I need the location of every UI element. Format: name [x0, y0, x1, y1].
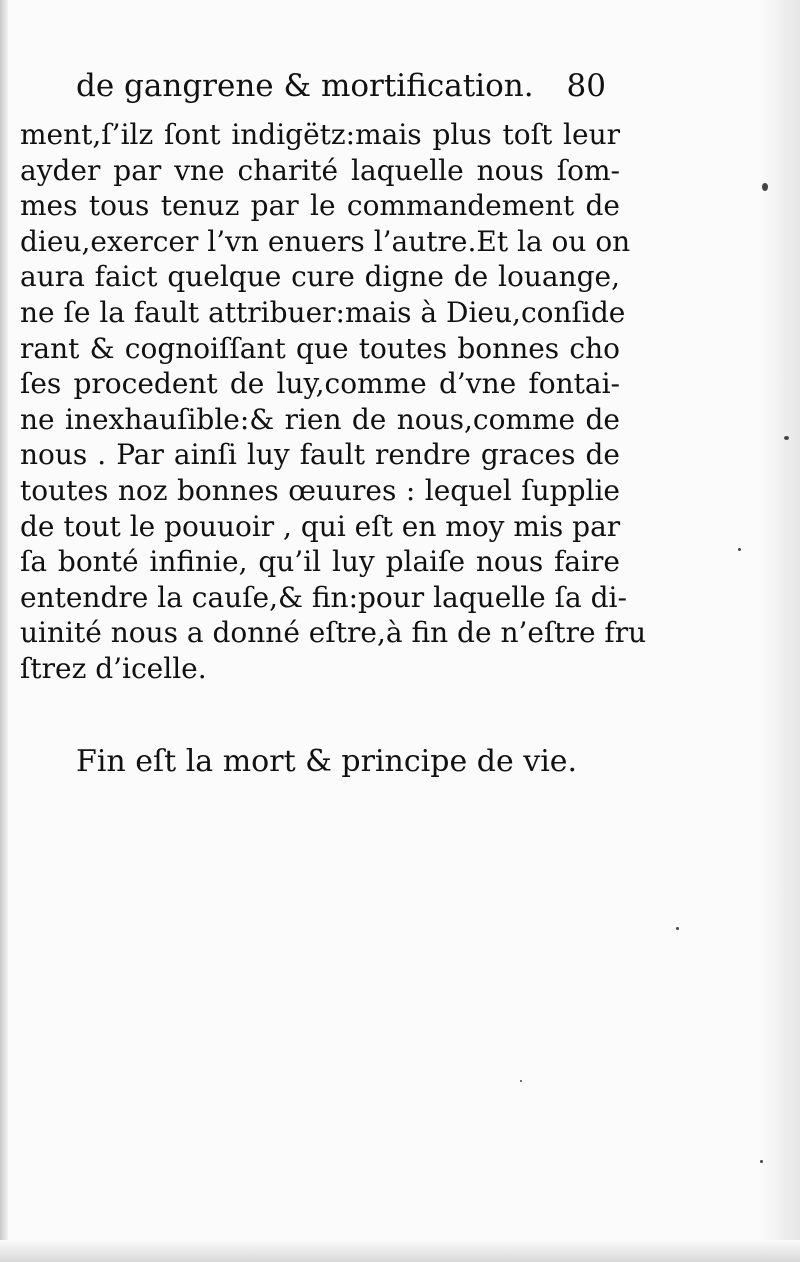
- text-line: ne inexhauſible:& rien de nous,comme de: [20, 402, 620, 436]
- closing-line: Fin eſt la mort & principe de vie.: [76, 744, 578, 779]
- text-line: de tout le pouuoir , qui eſt en moy mis par: [20, 509, 621, 543]
- page-bottom-edge-shadow: [0, 1240, 800, 1262]
- text-line: mes tous tenuz par le commandement de: [20, 189, 620, 223]
- text-line: ſes procedent de luy,comme d’vne fontai-: [20, 367, 620, 401]
- text-line: nous . Par ainſi luy fault rendre graces de: [20, 438, 620, 472]
- text-line: dieu,exercer l’vn enuers l’autre.Et la ou on: [20, 224, 631, 258]
- text-line: uinité nous a donné eſtre,à fin de n’eſtre fru: [20, 616, 647, 650]
- ink-speck: [676, 927, 679, 930]
- text-line: aura faict quelque cure digne de louange,: [20, 260, 620, 294]
- text-line: ſa bonté infinie, qu’il luy plaiſe nous faire: [20, 545, 620, 579]
- page-left-edge-shadow: [0, 0, 8, 1262]
- text-line: toutes noz bonnes œuures : lequel ſupplie: [20, 473, 620, 507]
- body-paragraph: [20, 117, 647, 687]
- ink-speck: [520, 1080, 522, 1082]
- text-line: entendre la cauſe,& fin:pour laquelle ſa di-: [20, 580, 627, 614]
- ink-speck: [762, 183, 768, 191]
- ink-speck: [738, 548, 741, 551]
- running-head: [76, 64, 606, 108]
- text-line: ſtrez d’icelle.: [20, 651, 207, 685]
- running-head-title: de gangrene & mortification.: [76, 68, 534, 104]
- ink-speck: [784, 436, 789, 440]
- ink-speck: [760, 1160, 763, 1163]
- text-line: ment,ſ’ilz ſont indigëtz:mais plus toſt leur: [20, 118, 620, 151]
- text-line: rant & cognoiſſant que toutes bonnes cho: [20, 331, 620, 365]
- text-line: ayder par vne charité laquelle nous ſom-: [20, 153, 620, 187]
- page-number: 80: [566, 68, 606, 104]
- text-line: ne ſe la fault attribuer:mais à Dieu,conſide: [20, 295, 626, 329]
